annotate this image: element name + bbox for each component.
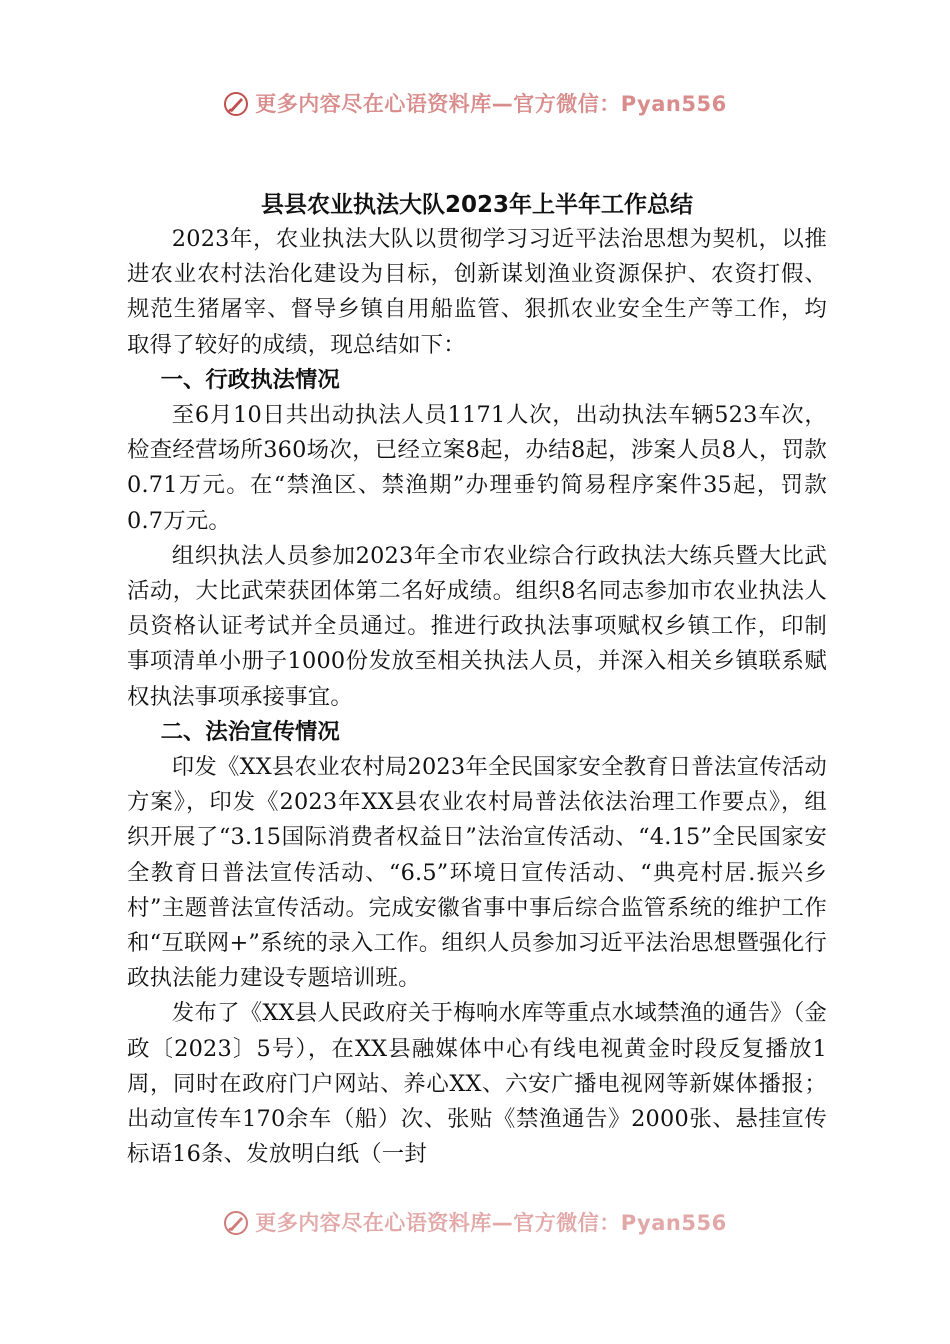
section-heading-publicity: 二、法治宣传情况 <box>160 718 340 745</box>
section-heading-enforcement: 一、行政执法情况 <box>160 366 340 393</box>
watermark-text: 更多内容尽在心语资料库—官方微信：Pyan556 <box>255 92 727 116</box>
watermark-header <box>0 88 950 118</box>
enforcement-paragraph-2: 组织执法人员参加2023年全市农业综合行政执法大练兵暨大比武活动，大比武荣获团体第二名好成绩。组织8名同志参加市农业执法人员资格认证考试并全员通过。推进行政执法事项赋权乡镇工作，印制事项清单小册子1000份发放至相关执法人员，并深入相关乡镇联系赋权执法事项承接事宜。 <box>127 542 827 710</box>
quill-logo-icon <box>223 91 249 117</box>
document-title: 县县农业执法大队2023年上半年工作总结 <box>260 192 693 218</box>
watermark-footer <box>0 1207 950 1237</box>
watermark-text: 更多内容尽在心语资料库—官方微信：Pyan556 <box>255 1211 727 1235</box>
document-page <box>127 188 827 1172</box>
publicity-paragraph-2: 发布了《XX县人民政府关于梅响水库等重点水域禁渔的通告》（金政〔2023〕5号），在XX县融媒体中心有线电视黄金时段反复播放1周，同时在政府门户网站、养心XX、六安广播电视网等新媒体播报；出动宣传车170余车（船）次、张贴《禁渔通告》2000张、悬挂宣传标语16条、发放明白纸（一封 <box>127 1000 827 1168</box>
quill-logo-icon <box>223 1210 249 1236</box>
publicity-paragraph-1: 印发《XX县农业农村局2023年全民国家安全教育日普法宣传活动方案》，印发《2023年XX县农业农村局普法依法治理工作要点》，组织开展了“3.15国际消费者权益日”法治宣传活动、“4.15”全民国家安全教育日普法宣传活动、“6.5”环境日宣传活动、“典亮村居.振兴乡村”主题普法宣传活动。完成安徽省事中事后综合监管系统的维护工作和“互联网+”系统的录入工作。组织人员参加习近平法治思想暨强化行政执法能力建设专题培训班。 <box>127 754 827 992</box>
enforcement-paragraph-1: 至6月10日共出动执法人员1171人次，出动执法车辆523车次，检查经营场所360场次，已经立案8起，办结8起，涉案人员8人，罚款0.71万元。在“禁渔区、禁渔期”办理垂钓简易程序案件35起，罚款0.7万元。 <box>127 402 827 534</box>
intro-paragraph: 2023年，农业执法大队以贯彻学习习近平法治思想为契机，以推进农业农村法治化建设为目标，创新谋划渔业资源保护、农资打假、规范生猪屠宰、督导乡镇自用船监管、狠抓农业安全生产等工作，均取得了较好的成绩，现总结如下： <box>127 226 827 358</box>
